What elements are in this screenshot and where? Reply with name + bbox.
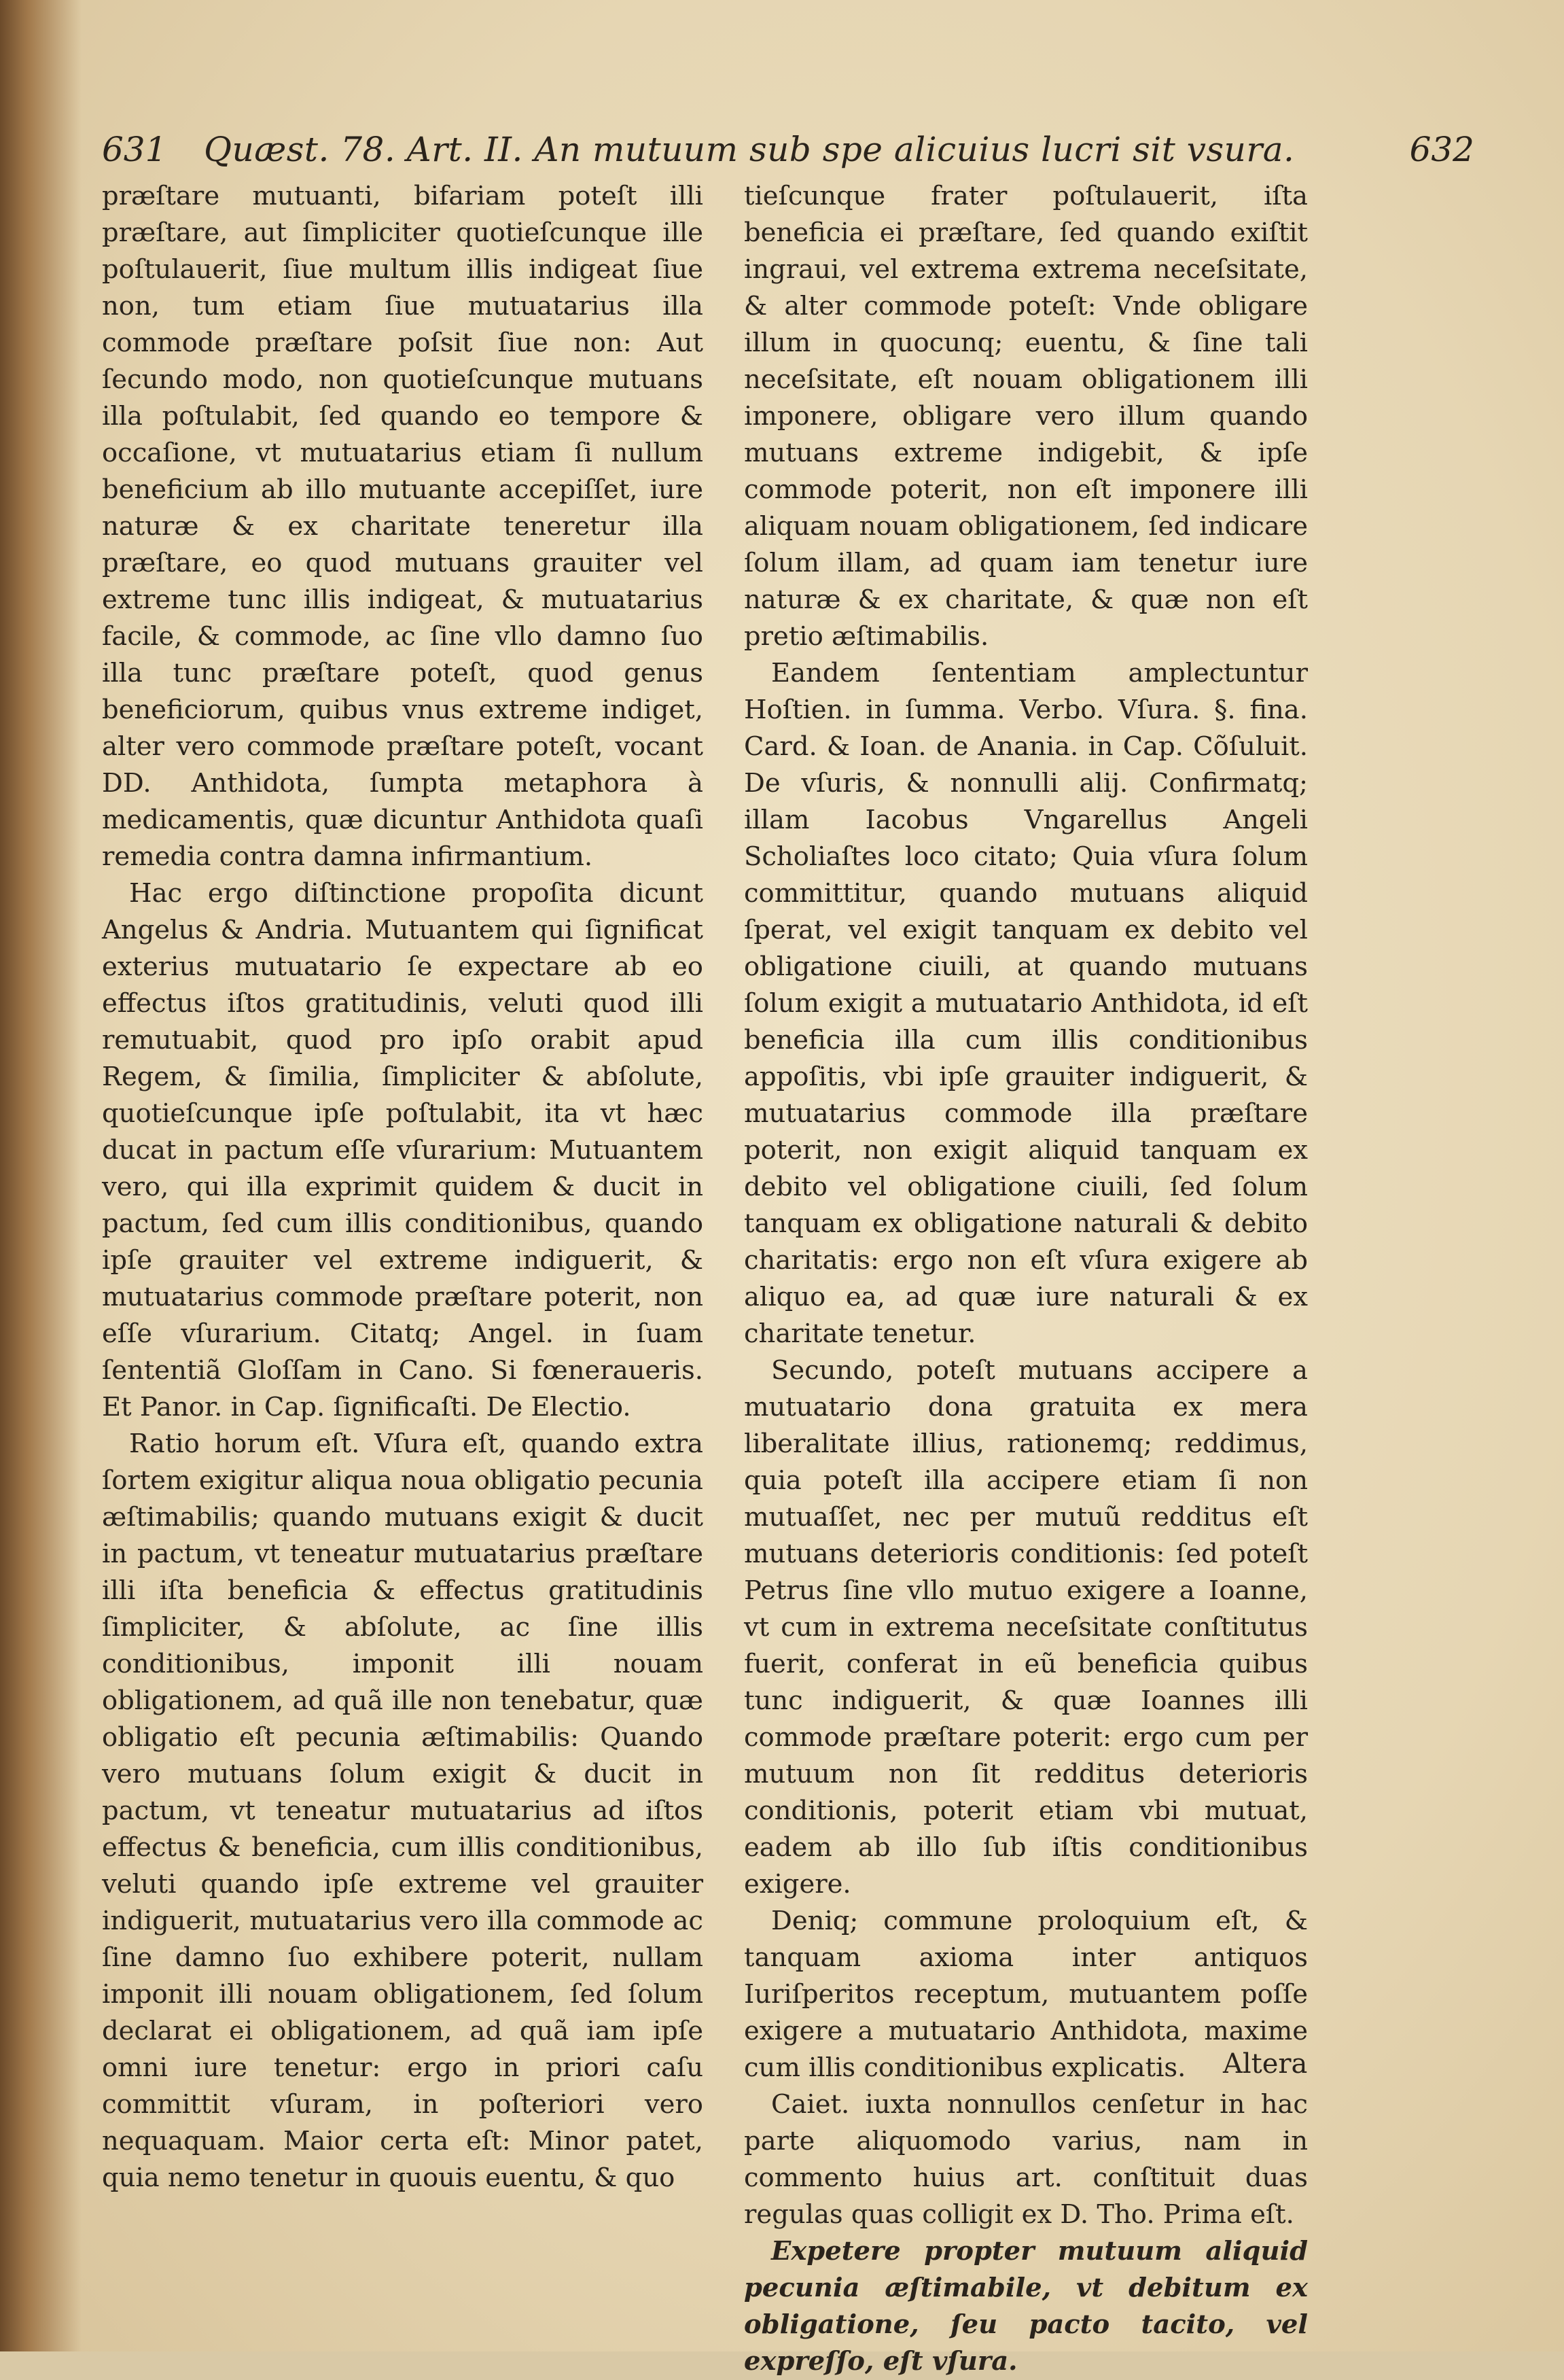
right-paragraph-3: Secundo, poteſt mutuans accipere a mutuatario dona gratuita ex mera liberalitate illius, rationemq; reddimus, quia poteſt illa accipere etiam ſi non mutuaſſet, nec per mutuũ redditus eſt mutuans deterioris conditionis: ſed poteſt Petrus ſine vllo mutuo exigere a Ioanne, vt cum in extrema neceſsitate conſtitutus fuerit, conferat in eũ beneficia quibus tunc indiguerit, & quæ Ioannes illi commode præſtare poterit: ergo cum per mutuum non ſit redditus deterioris conditionis, poterit etiam vbi mutuat, eadem ab illo ſub iſtis conditionibus exigere.: [744, 1355, 1308, 1900]
page-number-left: 631: [102, 130, 167, 169]
page-binding-shadow: [0, 0, 82, 2351]
catchword: Altera: [1223, 2048, 1308, 2080]
right-paragraph-4: Deniq; commune proloquium eſt, & tanquam axioma inter antiquos Iuriſperitos receptum, mutuantem poſſe exigere a mutuatario Anthidota, maxime cum illis conditionibus explicatis.: [744, 1906, 1308, 2083]
left-paragraph-2: Hac ergo diſtinctione propoſita dicunt Angelus & Andria. Mutuantem qui ſignificat exterius mutuatario ſe expectare ab eo effectus iſtos gratitudinis, veluti quod illi remutuabit, quod pro ipſo orabit apud Regem, & ſimilia, ſimpliciter & abſolute, quotieſcunque ipſe poſtulabit, ita vt hæc ducat in pactum eſſe vſurarium: Mutuantem vero, qui illa exprimit quidem & ducit in pactum, ſed cum illis conditionibus, quando ipſe grauiter vel extreme indiguerit, & mutuatarius commode præſtare poterit, non eſſe vſurarium. Citatq; Angel. in ſuam ſententiã Gloſſam in Cano. Si fœneraueris. Et Panor. in Cap. ſignificaſti. De Electio.: [102, 878, 703, 1422]
left-column: [102, 178, 703, 2197]
running-header: [102, 122, 1474, 177]
right-paragraph-1: tieſcunque frater poſtulauerit, iſta beneficia ei præſtare, ſed quando exiſtit ingraui, vel extrema extrema neceſsitate, & alter commode poteſt: Vnde obligare illum in quocunq; euentu, & ſine tali neceſsitate, eſt nouam obligationem illi imponere, obligare vero illum quando mutuans extreme indigebit, & ipſe commode poterit, non eſt imponere illi aliquam nouam obligationem, ſed indicare ſolum illam, ad quam iam tenetur iure naturæ & ex charitate, & quæ non eſt pretio æſtimabilis.: [744, 181, 1308, 652]
right-quote: Expetere propter mutuum aliquid pecunia æſtimabile, vt debitum ex obligatione, ſeu pacto tacito, vel expreſſo, eſt vſura.: [744, 2236, 1308, 2377]
running-title: Quæst. 78. Art. II. An mutuum sub spe alicuius lucri sit vsura.: [204, 130, 1295, 169]
right-paragraph-5: Caiet. iuxta nonnullos cenſetur in hac parte aliquomodo varius, nam in commento huius art. conſtituit duas regulas quas colligit ex D. Tho. Prima eſt.: [744, 2089, 1308, 2230]
right-paragraph-2: Eandem ſententiam amplectuntur Hoſtien. in ſumma. Verbo. Vſura. §. fina. Card. & Ioan. de Anania. in Cap. Cõſuluit. De vſuris, & nonnulli alij. Confirmatq; illam Iacobus Vngarellus Angeli Scholiaſtes loco citato; Quia vſura ſolum committitur, quando mutuans aliquid ſperat, vel exigit tanquam ex debito vel obligatione ciuili, at quando mutuans ſolum exigit a mutuatario Anthidota, id eſt beneficia illa cum illis conditionibus appoſitis, vbi ipſe grauiter indiguerit, & mutuatarius commode illa præſtare poterit, non exigit aliquid tanquam ex debito vel obligatione ciuili, ſed ſolum tanquam ex obligatione naturali & debito charitatis: ergo non eſt vſura exigere ab aliquo ea, ad quæ iure naturali & ex charitate tenetur.: [744, 658, 1308, 1349]
left-paragraph-3: Ratio horum eſt. Vſura eſt, quando extra ſortem exigitur aliqua noua obligatio pecunia æſtimabilis; quando mutuans exigit & ducit in pactum, vt teneatur mutuatarius præſtare illi iſta beneficia & effectus gratitudinis ſimpliciter, & abſolute, ac ſine illis conditionibus, imponit illi nouam obligationem, ad quã ille non tenebatur, quæ obligatio eſt pecunia æſtimabilis: Quando vero mutuans ſolum exigit & ducit in pactum, vt teneatur mutuatarius ad iſtos effectus & beneficia, cum illis conditionibus, veluti quando ipſe extreme vel grauiter indiguerit, mutuatarius vero illa commode ac ſine damno ſuo exhibere poterit, nullam imponit illi nouam obligationem, ſed ſolum declarat ei obligationem, ad quã iam ipſe omni iure tenetur: ergo in priori caſu committit vſuram, in poſteriori vero nequaquam. Maior certa eſt: Minor patet, quia nemo tenetur in quouis euentu, & quo: [102, 1429, 703, 2193]
left-paragraph-1: præſtare mutuanti, bifariam poteſt illi præſtare, aut ſimpliciter quotieſcunque ille poſtulauerit, ſiue multum illis indigeat ſiue non, tum etiam ſiue mutuatarius illa commode præſtare poſsit ſiue non: Aut ſecundo modo, non quotieſcunque mutuans illa poſtulabit, ſed quando eo tempore & occaſione, vt mutuatarius etiam ſi nullum beneficium ab illo mutuante accepiſſet, iure naturæ & ex charitate teneretur illa præſtare, eo quod mutuans grauiter vel extreme tunc illis indigeat, & mutuatarius facile, & commode, ac ſine vllo damno ſuo illa tunc præſtare poteſt, quod genus beneficiorum, quibus vnus extreme indiget, alter vero commode præſtare poteſt, vocant DD. Anthidota, ſumpta metaphora à medicamentis, quæ dicuntur Anthidota quaſi remedia contra damna infirmantium.: [102, 181, 703, 872]
page-number-right: 632: [1409, 130, 1474, 169]
